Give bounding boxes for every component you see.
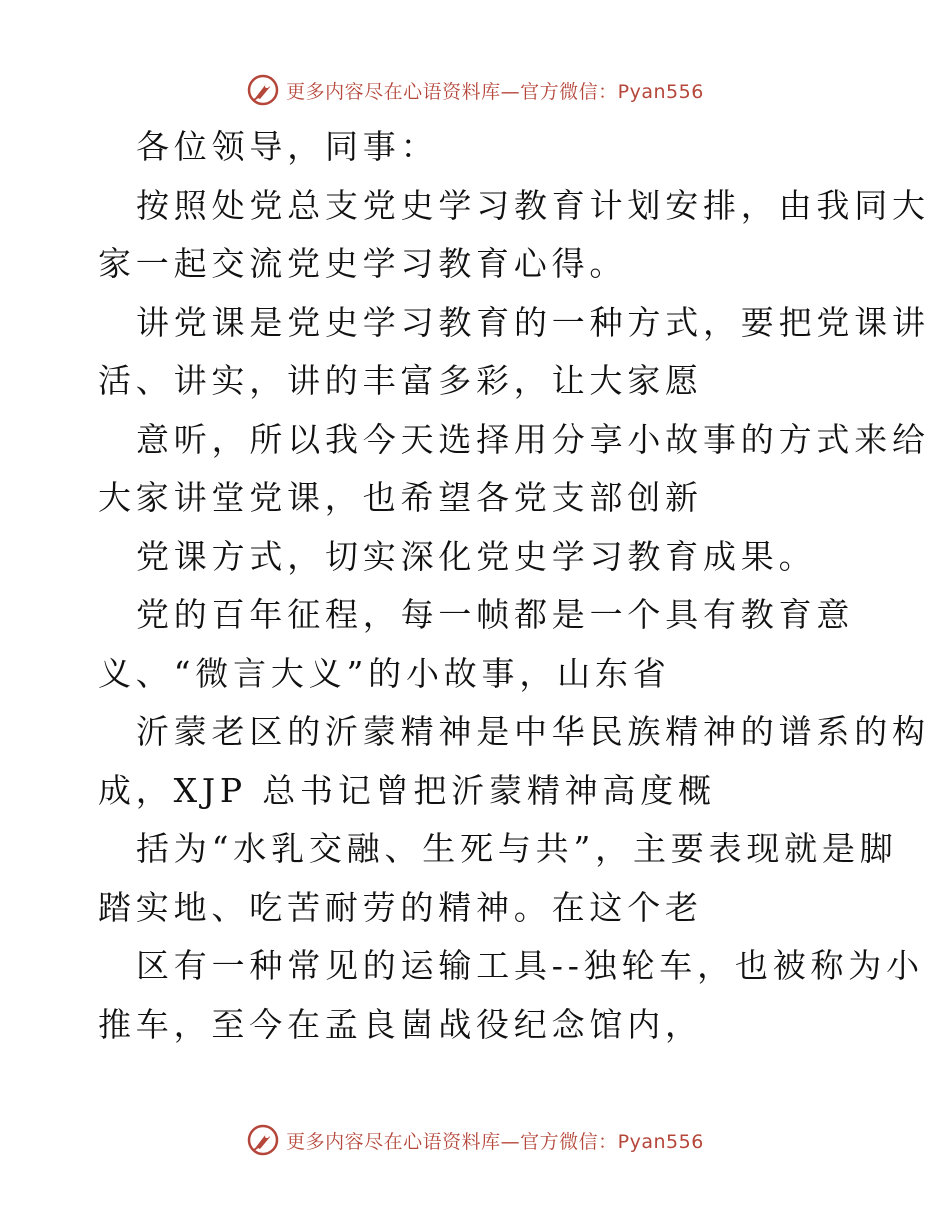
paragraph-line: 各位领导，同事：: [136, 127, 439, 166]
footer-watermark-text: 更多内容尽在心语资料库—官方微信：Pyan556: [286, 1130, 704, 1153]
paragraph-line: 推车，至今在孟良崮战役纪念馆内，: [98, 1004, 703, 1044]
paragraph-line: 家一起交流党史学习教育心得。: [98, 244, 628, 283]
pen-nib-seal-icon: [246, 73, 280, 107]
paragraph-line: 按照处党总支党史学习教育计划安排，由我同大: [136, 185, 930, 225]
paragraph-line: 括为“水乳交融、生死与共”，主要表现就是脚: [136, 829, 898, 868]
document-body: [98, 118, 930, 1054]
paragraph-line: 党的百年征程，每一帧都是一个具有教育意: [136, 595, 855, 634]
paragraph-line: 党课方式，切实深化党史学习教育成果。: [136, 536, 817, 576]
pen-nib-seal-icon: [246, 1123, 280, 1157]
paragraph-line: 沂蒙老区的沂蒙精神是中华民族精神的谱系的构: [136, 712, 930, 751]
paragraph-line: 大家讲堂党课，也希望各党支部创新: [98, 478, 703, 517]
paragraph-line: 活、讲实，讲的丰富多彩，让大家愿: [98, 361, 703, 400]
paragraph-line: 区有一种常见的运输工具--独轮车，也被称为小: [136, 946, 924, 985]
header-watermark: [0, 70, 950, 110]
header-watermark-text: 更多内容尽在心语资料库—官方微信：Pyan556: [286, 80, 704, 103]
paragraph-line: 成，XJP 总书记曾把沂蒙精神高度概: [98, 770, 716, 810]
paragraph-line: 义、“微言大义”的小故事，山东省: [98, 653, 671, 693]
paragraph-line: 讲党课是党史学习教育的一种方式，要把党课讲: [136, 302, 930, 342]
footer-watermark: [0, 1120, 950, 1160]
paragraph-line: 意听，所以我今天选择用分享小故事的方式来给: [136, 419, 930, 459]
paragraph-line: 踏实地、吃苦耐劳的精神。在这个老: [98, 887, 703, 927]
